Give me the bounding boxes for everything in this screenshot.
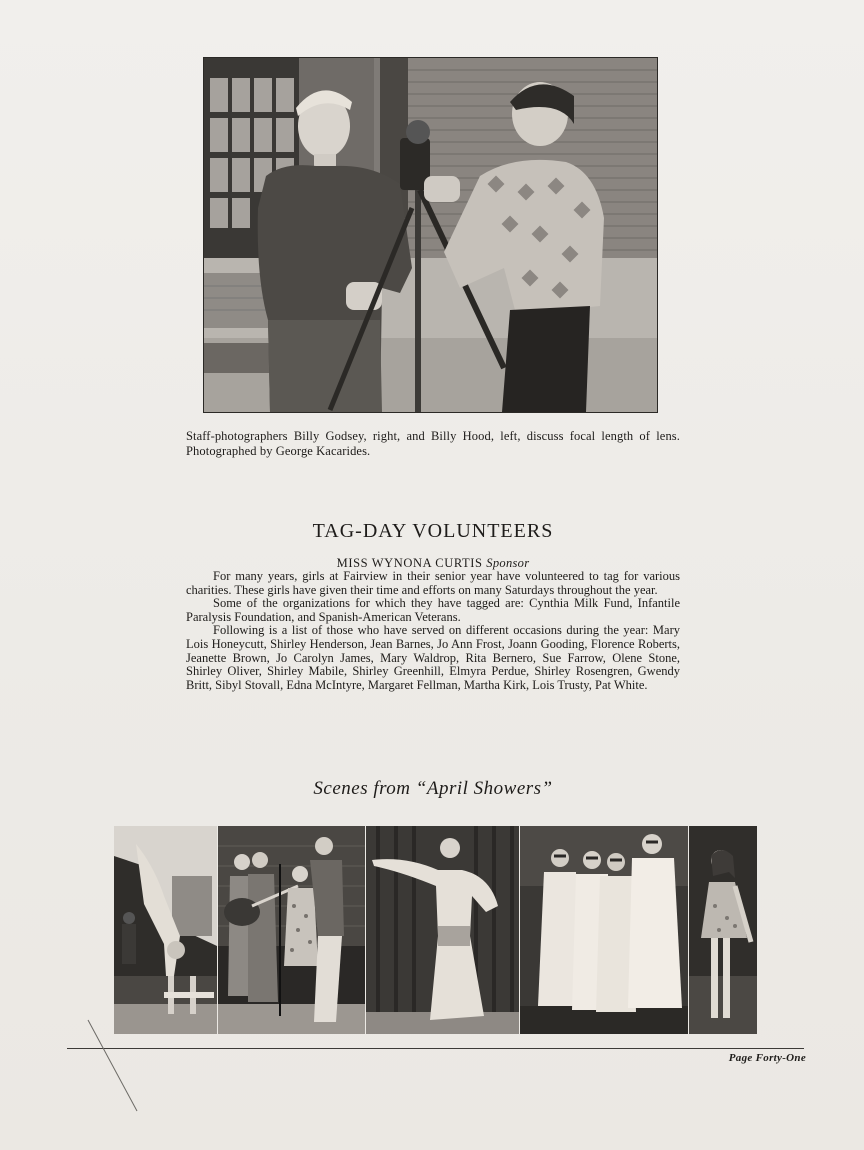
scene-photo-acrobat: [114, 826, 217, 1034]
photographers-photo: [204, 58, 657, 412]
body-paragraph: For many years, girls at Fairview in their senior year have volunteered to tag for various charities. These girls have given their time and efforts on many Saturdays throughout the year.: [186, 569, 680, 597]
scene-photo-chefs: [520, 826, 688, 1034]
page-number: Page Forty-One: [728, 1052, 806, 1064]
scene-photo-dancer: [366, 826, 519, 1034]
section-title: TAG-DAY VOLUNTEERS: [312, 520, 554, 542]
sponsor-name: MISS WYNONA CURTIS: [336, 556, 483, 570]
sponsor-role: Sponsor: [486, 556, 530, 570]
body-paragraph: Some of the organizations for which they have tagged are: Cynthia Milk Fund, Infantile Paralysis Foundation, and Spanish-American Veterans.: [186, 596, 680, 624]
volunteer-list-paragraph: Following is a list of those who have served on different occasions during the year: Mary Lois Honeycutt, Shirley Henderson, Jean Barnes, Jo Ann Frost, Joann Gooding, Florence Roberts, Jeanette Brown, Jo Carolyn James, Mary Waldrop, Rita Bernero, Sue Farrow, Olene Stone, Shirley Oliver, Shirley Mabile, Shirley Greenhill, Elmyra Perdue, Shirley Rosengren, Gwendy Britt, Sibyl Stovall, Edna McIntyre, Margaret Fellman, Martha Kirk, Lois Trusty, Pat White.: [186, 623, 680, 692]
section-body: [186, 570, 680, 692]
scene-photo-performer: [689, 826, 757, 1034]
scene-photo-musicians: [218, 826, 365, 1034]
photo-caption: Staff-photographers Billy Godsey, right, and Billy Hood, left, discuss focal length of lens. Photographed by George Kacarides.: [186, 429, 680, 458]
scenes-title: Scenes from “April Showers”: [313, 778, 553, 799]
footer-rule: [67, 1048, 804, 1049]
